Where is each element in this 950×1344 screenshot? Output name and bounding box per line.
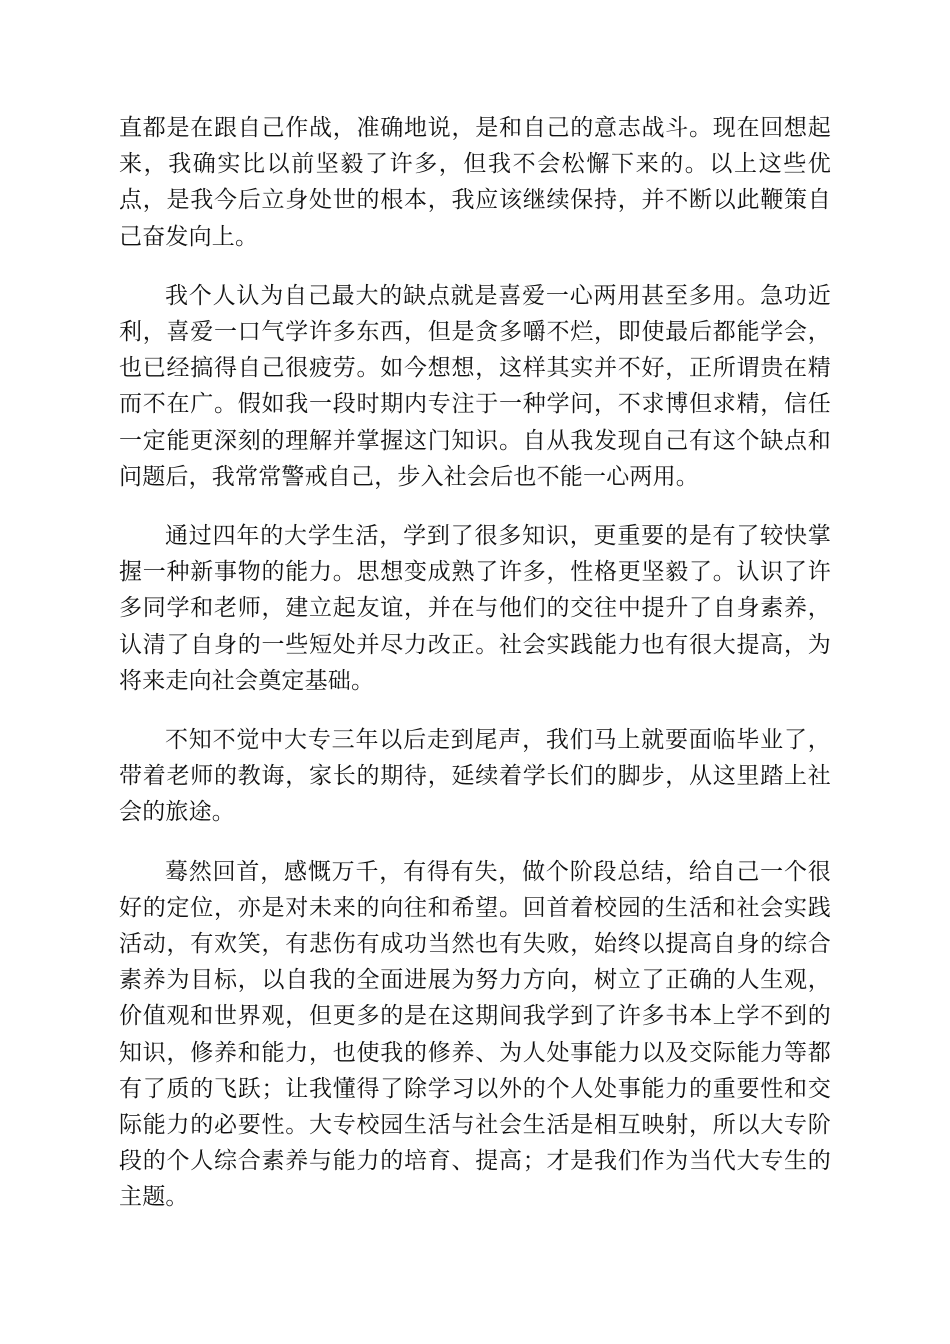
- document-body: [119, 110, 831, 1239]
- paragraph-university-life: 通过四年的大学生活，学到了很多知识，更重要的是有了较快掌握一种新事物的能力。思想变成熟了许多，性格更坚毅了。认识了许多同学和老师，建立起友谊，并在与他们的交往中提升了自身素养，认清了自身的一些短处并尽力改正。社会实践能力也有很大提高，为将来走向社会奠定基础。: [119, 523, 831, 694]
- paragraph-summary: 蓦然回首，感慨万千，有得有失，做个阶段总结，给自己一个很好的定位，亦是对未来的向往和希望。回首着校园的生活和社会实践活动，有欢笑，有悲伤有成功当然也有失败，始终以提高自身的综合素养为目标，以自我的全面进展为努力方向，树立了正确的人生观，价值观和世界观，但更多的是在这期间我学到了许多书本上学不到的知识，修养和能力，也使我的修养、为人处事能力以及交际能力等都有了质的飞跃；让我懂得了除学习以外的个人处事能力的重要性和交际能力的必要性。大专校园生活与社会生活是相互映射，所以大专阶段的个人综合素养与能力的培育、提高；才是我们作为当代大专生的主题。: [119, 858, 831, 1211]
- paragraph-graduation: 不知不觉中大专三年以后走到尾声，我们马上就要面临毕业了，带着老师的教诲，家长的期待，延续着学长们的脚步，从这里踏上社会的旅途。: [119, 727, 831, 826]
- paragraph-shortcomings: 我个人认为自己最大的缺点就是喜爱一心两用甚至多用。急功近利，喜爱一口气学许多东西，但是贪多嚼不烂，即使最后都能学会，也已经搞得自己很疲劳。如今想想，这样其实并不好，正所谓贵在精而不在广。假如我一段时期内专注于一种学问，不求博但求精，信任一定能更深刻的理解并掌握这门知识。自从我发现自己有这个缺点和问题后，我常常警戒自己，步入社会后也不能一心两用。: [119, 282, 831, 490]
- paragraph-continuation: 直都是在跟自己作战，准确地说，是和自己的意志战斗。现在回想起来，我确实比以前坚毅了许多，但我不会松懈下来的。以上这些优点，是我今后立身处世的根本，我应该继续保持，并不断以此鞭策自己奋发向上。: [119, 115, 831, 250]
